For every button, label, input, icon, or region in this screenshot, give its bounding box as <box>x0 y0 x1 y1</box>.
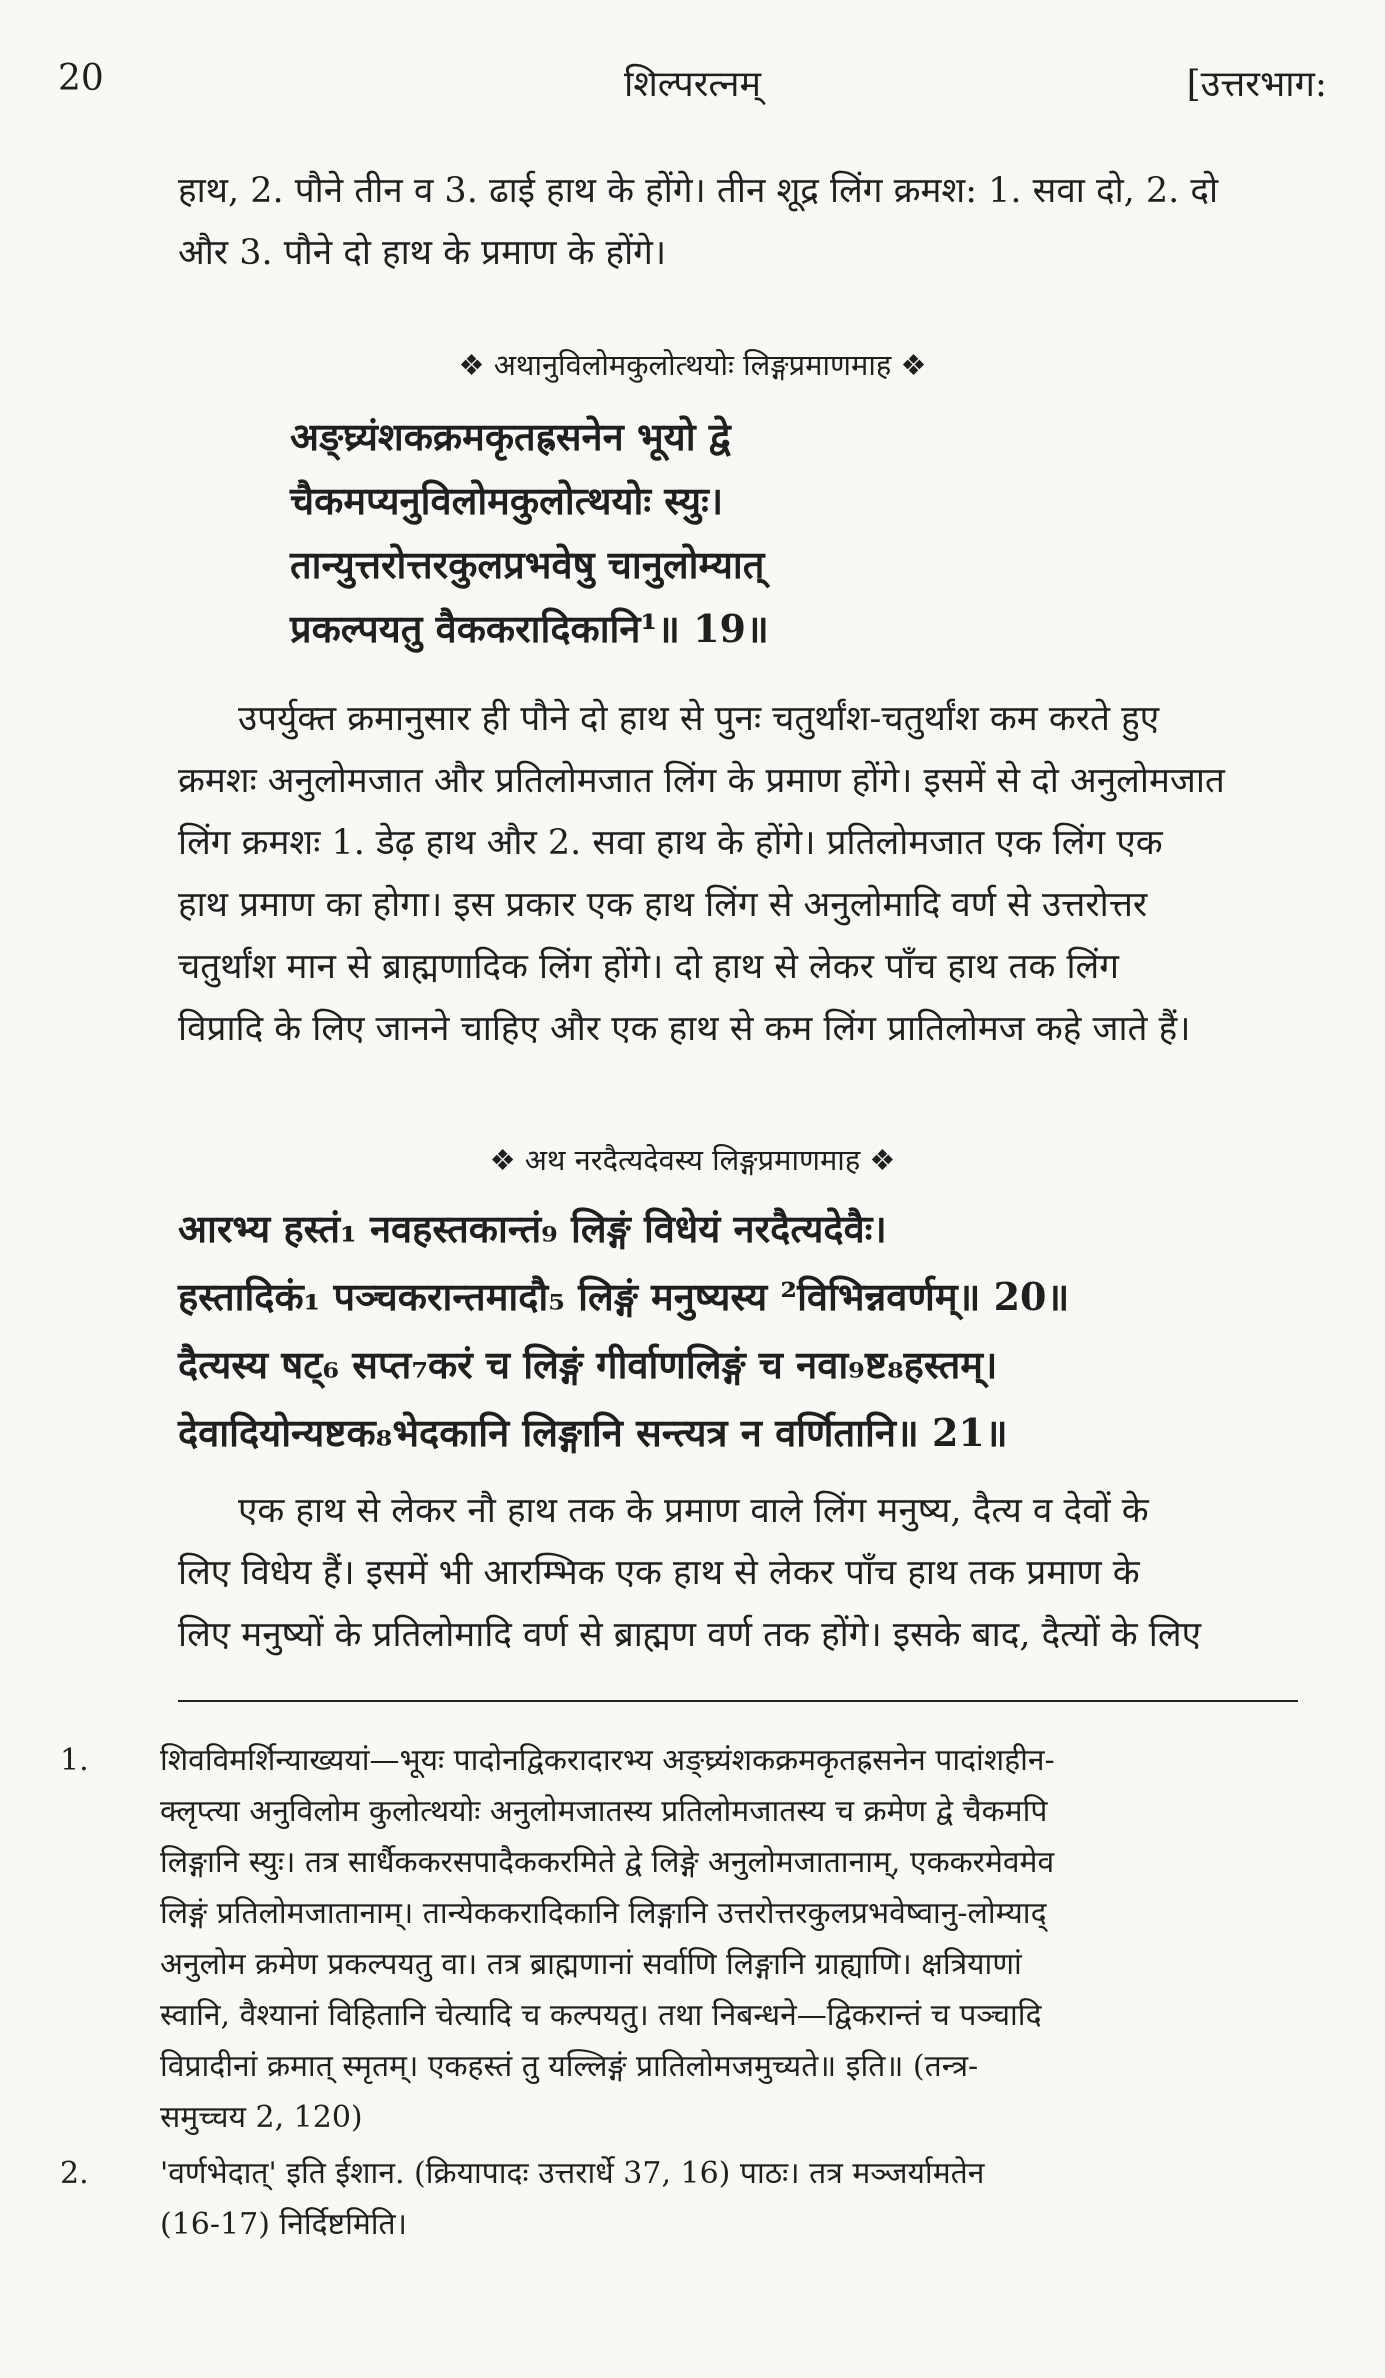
running-header <box>58 58 1327 118</box>
footnote-number: 2. <box>60 2156 89 2191</box>
paragraph-2 <box>178 688 1308 1060</box>
text-line: एक हाथ से लेकर नौ हाथ तक के प्रमाण वाले लिंग मनुष्य, दैत्य व देवों के <box>238 1491 1149 1531</box>
text-line: चतुर्थांश मान से ब्राह्मणादिक लिंग होंगे। दो हाथ से लेकर पाँच हाथ तक लिंग <box>178 947 1119 987</box>
running-title: शिल्परत्नम् <box>624 64 761 105</box>
paragraph-1 <box>178 160 1308 284</box>
page-number: 20 <box>58 58 104 99</box>
footnote-line: लिङ्गानि स्युः। तत्र सार्धैककरसपादैककरमिते द्वे लिङ्गे अनुलोमजातानाम्, एककरमेवमेव <box>160 1845 1055 1880</box>
footnote-line: (16-17) निर्दिष्टमिति। <box>160 2207 408 2242</box>
text-line: लिंग क्रमशः 1. डेढ़ हाथ और 2. सवा हाथ के होंगे। प्रतिलोमजात एक लिंग एक <box>178 823 1163 863</box>
verse-line: अङ्घ्र्यंशकक्रमकृतह्रसनेन भूयो द्वे <box>290 414 731 459</box>
text-line: विप्रादि के लिए जानने चाहिए और एक हाथ से कम लिंग प्रातिलोमज कहे जाते हैं। <box>178 1009 1191 1049</box>
text-line: हाथ प्रमाण का होगा। इस प्रकार एक हाथ लिंग से अनुलोमादि वर्ण से उत्तरोत्तर <box>178 885 1148 925</box>
text-line: लिए विधेय हैं। इसमें भी आरम्भिक एक हाथ से लेकर पाँच हाथ तक प्रमाण के <box>178 1553 1140 1593</box>
footnote-line: विप्रादीनां क्रमात् स्मृतम्। एकहस्तं तु यल्लिङ्गं प्रातिलोमजमुच्यते॥ इति॥ (तन्त्र- <box>160 2049 979 2084</box>
verse-line: प्रकल्पयतु वैककरादिकानि¹॥ 19॥ <box>290 606 769 651</box>
text-line: उपर्युक्त क्रमानुसार ही पौने दो हाथ से पुनः चतुर्थांश-चतुर्थांश कम करते हुए <box>238 699 1160 739</box>
footnote-line: शिवविमर्शिन्याख्ययां—भूयः पादोनद्विकरादारभ्य अङ्घ्र्यंशकक्रमकृतह्रसनेन पादांशहीन- <box>160 1743 1055 1778</box>
verse-line: हस्तादिकं₁ पञ्चकरान्तमादौ₅ लिङ्गं मनुष्यस्य ²विभिन्नवर्णम्॥ 20॥ <box>178 1274 1070 1319</box>
footnote-line: क्लृप्त्या अनुविलोम कुलोत्थयोः अनुलोमजातस्य प्रतिलोमजातस्य च क्रमेण द्वे चैकमपि <box>160 1794 1048 1829</box>
text-line: हाथ, 2. पौने तीन व 3. ढाई हाथ के होंगे। तीन शूद्र लिंग क्रमश: 1. सवा दो, 2. दो <box>178 171 1219 211</box>
footnote-line: अनुलोम क्रमेण प्रकल्पयतु वा। तत्र ब्राह्मणानां सर्वाणि लिङ्गानि ग्राह्याणि। क्षत्रियाणां <box>160 1947 1022 1982</box>
paragraph-3 <box>178 1480 1308 1666</box>
verse-line: दैत्यस्य षट्₆ सप्त₇करं च लिङ्गं गीर्वाणलिङ्गं च नवा₉ष्ट₈हस्तम्। <box>178 1342 998 1387</box>
section-heading-1: ❖ अथानुविलोमकुलोत्थयोः लिङ्गप्रमाणमाह ❖ <box>458 348 927 382</box>
text-line: लिए मनुष्यों के प्रतिलोमादि वर्ण से ब्राह्मण वर्ण तक होंगे। इसके बाद, दैत्यों के लिए <box>178 1615 1201 1655</box>
verse-line: चैकमप्यनुविलोमकुलोत्थयोः स्युः। <box>290 478 724 523</box>
text-line: क्रमशः अनुलोमजात और प्रतिलोमजात लिंग के प्रमाण होंगे। इसमें से दो अनुलोमजात <box>178 761 1225 801</box>
verse-20-21 <box>178 1195 1308 1467</box>
footnote-line: समुच्चय 2, 120) <box>160 2100 363 2135</box>
verse-19 <box>290 405 769 661</box>
footnote-1 <box>60 1735 1310 2143</box>
footnote-line: 'वर्णभेदात्' इति ईशान. (क्रियापादः उत्तरार्धे 37, 16) पाठः। तत्र मञ्जर्यामतेन <box>160 2156 985 2191</box>
verse-line: देवादियोन्यष्टक₈भेदकानि लिङ्गानि सन्त्यत्र न वर्णितानि॥ 21॥ <box>178 1410 1008 1455</box>
footnote-2 <box>60 2148 1310 2250</box>
verse-line: तान्युत्तरोत्तरकुलप्रभवेषु चानुलोम्यात् <box>290 542 765 587</box>
footnote-line: लिङ्गं प्रतिलोमजातानाम्। तान्येककरादिकानि लिङ्गानि उत्तरोत्तरकुलप्रभवेष्वानु-लोम्याद् <box>160 1896 1047 1931</box>
text-line: और 3. पौने दो हाथ के प्रमाण के होंगे। <box>178 233 667 273</box>
section-heading-2: ❖ अथ नरदैत्यदेवस्य लिङ्गप्रमाणमाह ❖ <box>489 1143 896 1177</box>
verse-line: आरभ्य हस्तं₁ नवहस्तकान्तं₉ लिङ्गं विधेयं नरदैत्यदेवैः। <box>178 1206 887 1251</box>
section-label: [उत्तरभाग: <box>1186 64 1327 105</box>
footnote-number: 1. <box>60 1743 89 1778</box>
footnote-line: स्वानि, वैश्यानां विहितानि चेत्यादि च कल्पयतु। तथा निबन्धने—द्विकरान्तं च पञ्चादि <box>160 1998 1042 2033</box>
footnote-divider <box>178 1700 1298 1702</box>
